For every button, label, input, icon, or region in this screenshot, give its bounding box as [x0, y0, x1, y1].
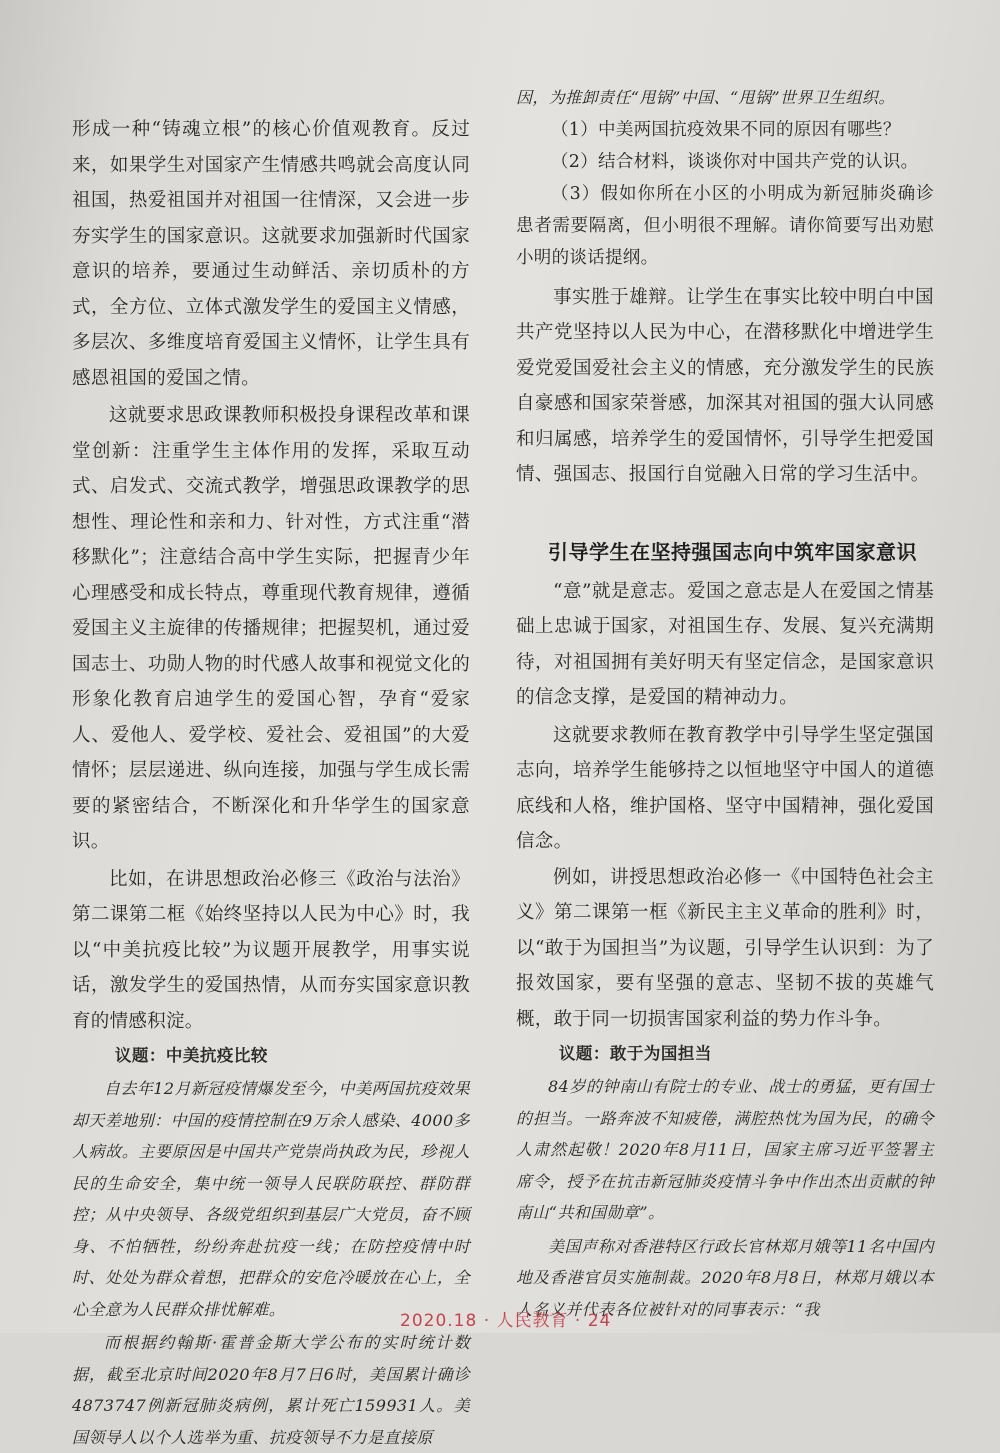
question-item: （1）中美两国抗疫效果不同的原因有哪些？ [551, 119, 901, 140]
topic-label: 议题：中美抗疫比较 [114, 1046, 268, 1065]
material-paragraph: 自去年12月新冠疫情爆发至今，中美两国抗疫效果却天差地别：中国的疫情控制在9万余人感染、4000多人病故。主要原因是中国共产党崇尚执政为民，珍视人民的生命安全，集中统一领导人民联防联控、群防群控；从中央领导、各级党组织到基层广大党员，奋不顾身、不怕牺牲，纷纷奔赴抗疫一线；在防控疫情中时时、处处为群众着想，把群众的安危冷暖放在心上，全心全意为人民群众排忧解难。 [72, 1079, 470, 1319]
paragraph: 这就要求教师在教育教学中引导学生坚定强国志向，培养学生能够持之以恒地坚守中国人的道德底线和人格，维护国格、坚守中国精神，强化爱国信念。 [516, 724, 934, 852]
material-paragraph: 而根据约翰斯·霍普金斯大学公布的实时统计数据，截至北京时间2020年8月7日6时，美国累计确诊4873747例新冠肺炎病例，累计死亡159931人。美国领导人以个人选举为重、抗疫领导不力是直接原 [72, 1333, 470, 1447]
right-column [516, 82, 934, 1325]
material-paragraph: 因，为推卸责任“甩锅”中国、“甩锅”世界卫生组织。 [516, 88, 895, 107]
section-heading: 引导学生在坚持强国志向中筑牢国家意识 [548, 539, 917, 564]
paragraph: 例如，讲授思想政治必修一《中国特色社会主义》第二课第一框《新民主主义革命的胜利》时，以“敢于为国担当”为议题，引导学生认识到：为了报效国家，要有坚强的意志、坚韧不拔的英雄气概，敢于同一切损害国家利益的势力作斗争。 [516, 866, 934, 1030]
paragraph: 比如，在讲思想政治必修三《政治与法治》第二课第二框《始终坚持以人民为中心》时，我以“中美抗疫比较”为议题开展教学，用事实说话，激发学生的爱国热情，从而夯实国家意识教育的情感积淀。 [72, 868, 470, 1032]
material-paragraph: 美国声称对香港特区行政长官林郑月娥等11名中国内地及香港官员实施制裁。2020年8月8日，林郑月娥以本人名义并代表各位被针对的同事表示：“我 [516, 1236, 934, 1319]
material-paragraph: 84岁的钟南山有院士的专业、战士的勇猛，更有国士的担当。一路奔波不知疲倦，满腔热忱为国为民，的确令人肃然起敬！2020年8月11日，国家主席习近平签署主席令，授予在抗击新冠肺炎疫情斗争中作出杰出贡献的钟南山“共和国勋章”。 [516, 1077, 934, 1222]
topic-label: 议题：敢于为国担当 [558, 1044, 712, 1063]
question-item: （2）结合材料，谈谈你对中国共产党的认识。 [551, 151, 919, 172]
left-column [72, 112, 470, 1453]
paragraph: 事实胜于雄辩。让学生在事实比较中明白中国共产党坚持以人民为中心，在潜移默化中增进学生爱党爱国爱社会主义的情感，充分激发学生的民族自豪感和国家荣誉感，加深其对祖国的强大认同感和归属感，培养学生的爱国情怀，引导学生把爱国情、强国志、报国行自觉融入日常的学习生活中。 [516, 286, 934, 485]
page-footer: 2020.18 · 人民教育 · 24 [400, 1311, 612, 1331]
paragraph: 这就要求思政课教师积极投身课程改革和课堂创新：注重学生主体作用的发挥，采取互动式、启发式、交流式教学，增强思政课教学的思想性、理论性和亲和力、针对性，方式注重“潜移默化”；注意结合高中学生实际，把握青少年心理感受和成长特点，尊重现代教育规律，遵循爱国主义主旋律的传播规律；把握契机，通过爱国志士、功勋人物的时代感人故事和视觉文化的形象化教育启迪学生的爱国心智，孕育“爱家人、爱他人、爱学校、爱社会、爱祖国”的大爱情怀；层层递进、纵向连接，加强与学生成长需要的紧密结合，不断深化和升华学生的国家意识。 [72, 405, 470, 852]
paragraph: 形成一种“铸魂立根”的核心价值观教育。反过来，如果学生对国家产生情感共鸣就会高度认同祖国，热爱祖国并对祖国一往情深，又会进一步夯实学生的国家意识。这就要求加强新时代国家意识的培养，要通过生动鲜活、亲切质朴的方式，全方位、立体式激发学生的爱国主义情感，多层次、多维度培育爱国主义情怀，让学生具有感恩祖国的爱国之情。 [72, 119, 470, 389]
paragraph: “意”就是意志。爱国之意志是人在爱国之情基础上忠诚于国家，对祖国生存、发展、复兴充满期待，对祖国拥有美好明天有坚定信念，是国家意识的信念支撑，是爱国的精神动力。 [516, 580, 934, 708]
question-item: （3）假如你所在小区的小明成为新冠肺炎确诊患者需要隔离，但小明很不理解。请你简要写出劝慰小明的谈话提纲。 [516, 183, 934, 268]
